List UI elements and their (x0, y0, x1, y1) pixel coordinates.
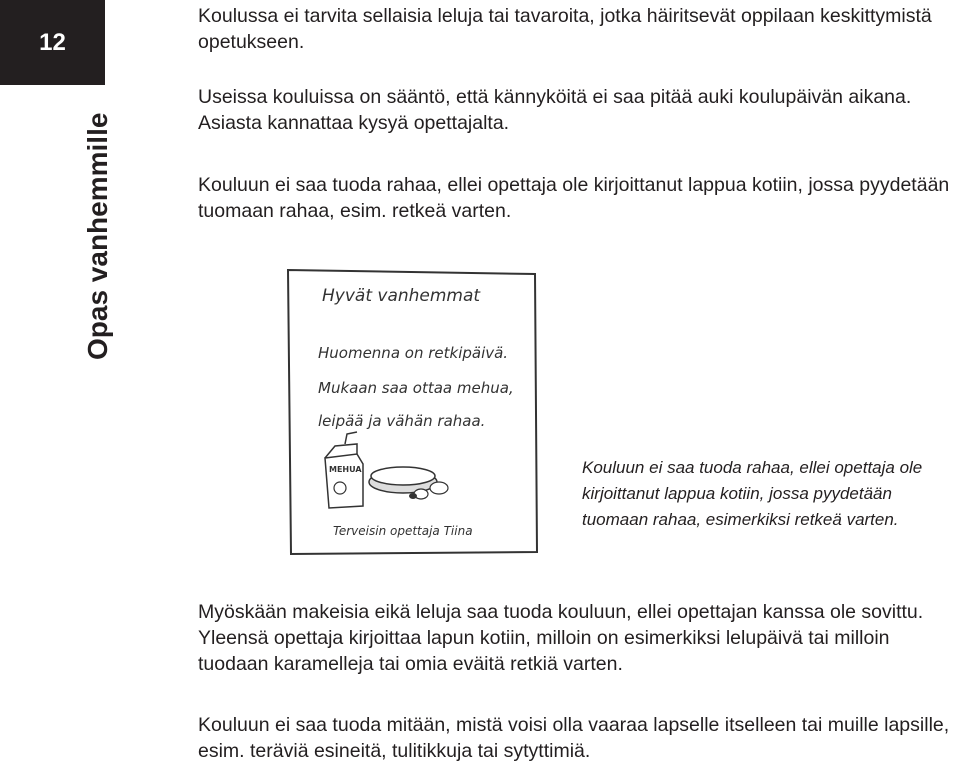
juice-carton-label: MEHUA (329, 465, 362, 474)
note-greeting: Hyvät vanhemmat (322, 286, 481, 306)
side-title: Opas vanhemmille (82, 112, 113, 360)
illustration-caption: Kouluun ei saa tuoda rahaa, ellei opettaja ole kirjoittanut lappua kotiin, jossa pyydetään tuomaan rahaa, esimerkiksi retkeä varten. (582, 458, 923, 529)
paragraph-money: Kouluun ei saa tuoda rahaa, ellei opettaja ole kirjoittanut lappua kotiin, jossa pyydetään tuomaan rahaa, esim. retkeä varten. (198, 174, 950, 222)
page-number-box (0, 0, 105, 85)
note-illustration (285, 266, 540, 556)
page-number: 12 (39, 28, 66, 56)
paragraph-phones: Useissa kouluissa on sääntö, että kännyköitä ei saa pitää auki koulupäivän aikana. Asiasta kannattaa kysyä opettajalta. (198, 86, 912, 134)
note-paper-drawing (285, 266, 540, 556)
paragraph-candy: Myöskään makeisia eikä leluja saa tuoda kouluun, ellei opettajan kanssa ole sovittu. Yleensä opettaja kirjoittaa lapun kotiin, milloin on esimerkiksi lelupäivä tai milloin tuodaan karamelleja tai omia eväitä retkiä varten. (198, 601, 924, 675)
note-line: Mukaan saa ottaa mehua, (318, 379, 514, 397)
note-signature: Terveisin opettaja Tiina (333, 524, 473, 538)
note-line: Huomenna on retkipäivä. (318, 344, 509, 362)
paragraph-toys: Koulussa ei tarvita sellaisia leluja tai tavaroita, jotka häiritsevät oppilaan keskittymistä opetukseen. (198, 5, 932, 53)
note-line: leipää ja vähän rahaa. (318, 412, 486, 430)
paragraph-danger: Kouluun ei saa tuoda mitään, mistä voisi olla vaaraa lapselle itselleen tai muille lapsille, esim. teräviä esineitä, tulitikkuja tai sytyttimiä. (198, 714, 950, 762)
